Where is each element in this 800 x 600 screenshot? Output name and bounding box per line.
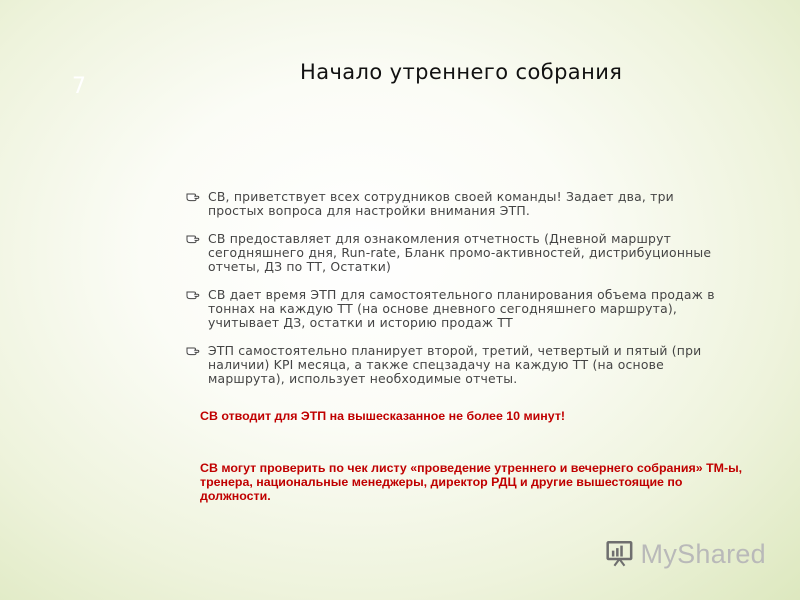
bullet-list xyxy=(186,190,726,400)
bullet-item xyxy=(186,344,726,386)
logo-text: MyShared xyxy=(640,538,766,569)
slide-title: Начало утреннего собрания xyxy=(300,60,623,84)
bullet-item xyxy=(186,232,726,274)
checklist-note: СВ могут проверить по чек листу «проведение утреннего и вечернего собрания» ТМ-ы, тренера, национальные менеджеры, директор РДЦ и другие вышестоящие по должности. xyxy=(200,461,743,503)
slide-number: 7 xyxy=(72,74,87,99)
bullet-text: ЭТП самостоятельно планирует второй, третий, четвертый и пятый (при наличии) KPI месяца, а также спецзадачу на каждую ТТ (на основе маршрута), использует необходимые отчеты. xyxy=(208,343,702,386)
pointing-hand-icon xyxy=(186,191,200,202)
time-limit-note: СВ отводит для ЭТП на вышесказанное не более 10 минут! xyxy=(200,409,566,423)
pointing-hand-icon xyxy=(186,345,200,356)
myshared-logo[interactable] xyxy=(606,538,766,570)
bullet-item xyxy=(186,190,726,218)
bullet-item xyxy=(186,288,726,330)
bullet-text: СВ предоставляет для ознакомления отчетность (Дневной маршрут сегодняшнего дня, Run-rate, Бланк промо-активностей, дистрибуционные отчеты, ДЗ по ТТ, Остатки) xyxy=(208,231,712,274)
pointing-hand-icon xyxy=(186,233,200,244)
pointing-hand-icon xyxy=(186,289,200,300)
bullet-text: СВ дает время ЭТП для самостоятельного планирования объема продаж в тоннах на каждую ТТ (на основе дневного сегодняшнего маршрута), учитывает ДЗ, остатки и историю продаж ТТ xyxy=(208,287,715,330)
bullet-text: СВ, приветствует всех сотрудников своей команды! Задает два, три простых вопроса для настройки внимания ЭТП. xyxy=(208,189,674,218)
presentation-board-icon xyxy=(606,538,635,570)
